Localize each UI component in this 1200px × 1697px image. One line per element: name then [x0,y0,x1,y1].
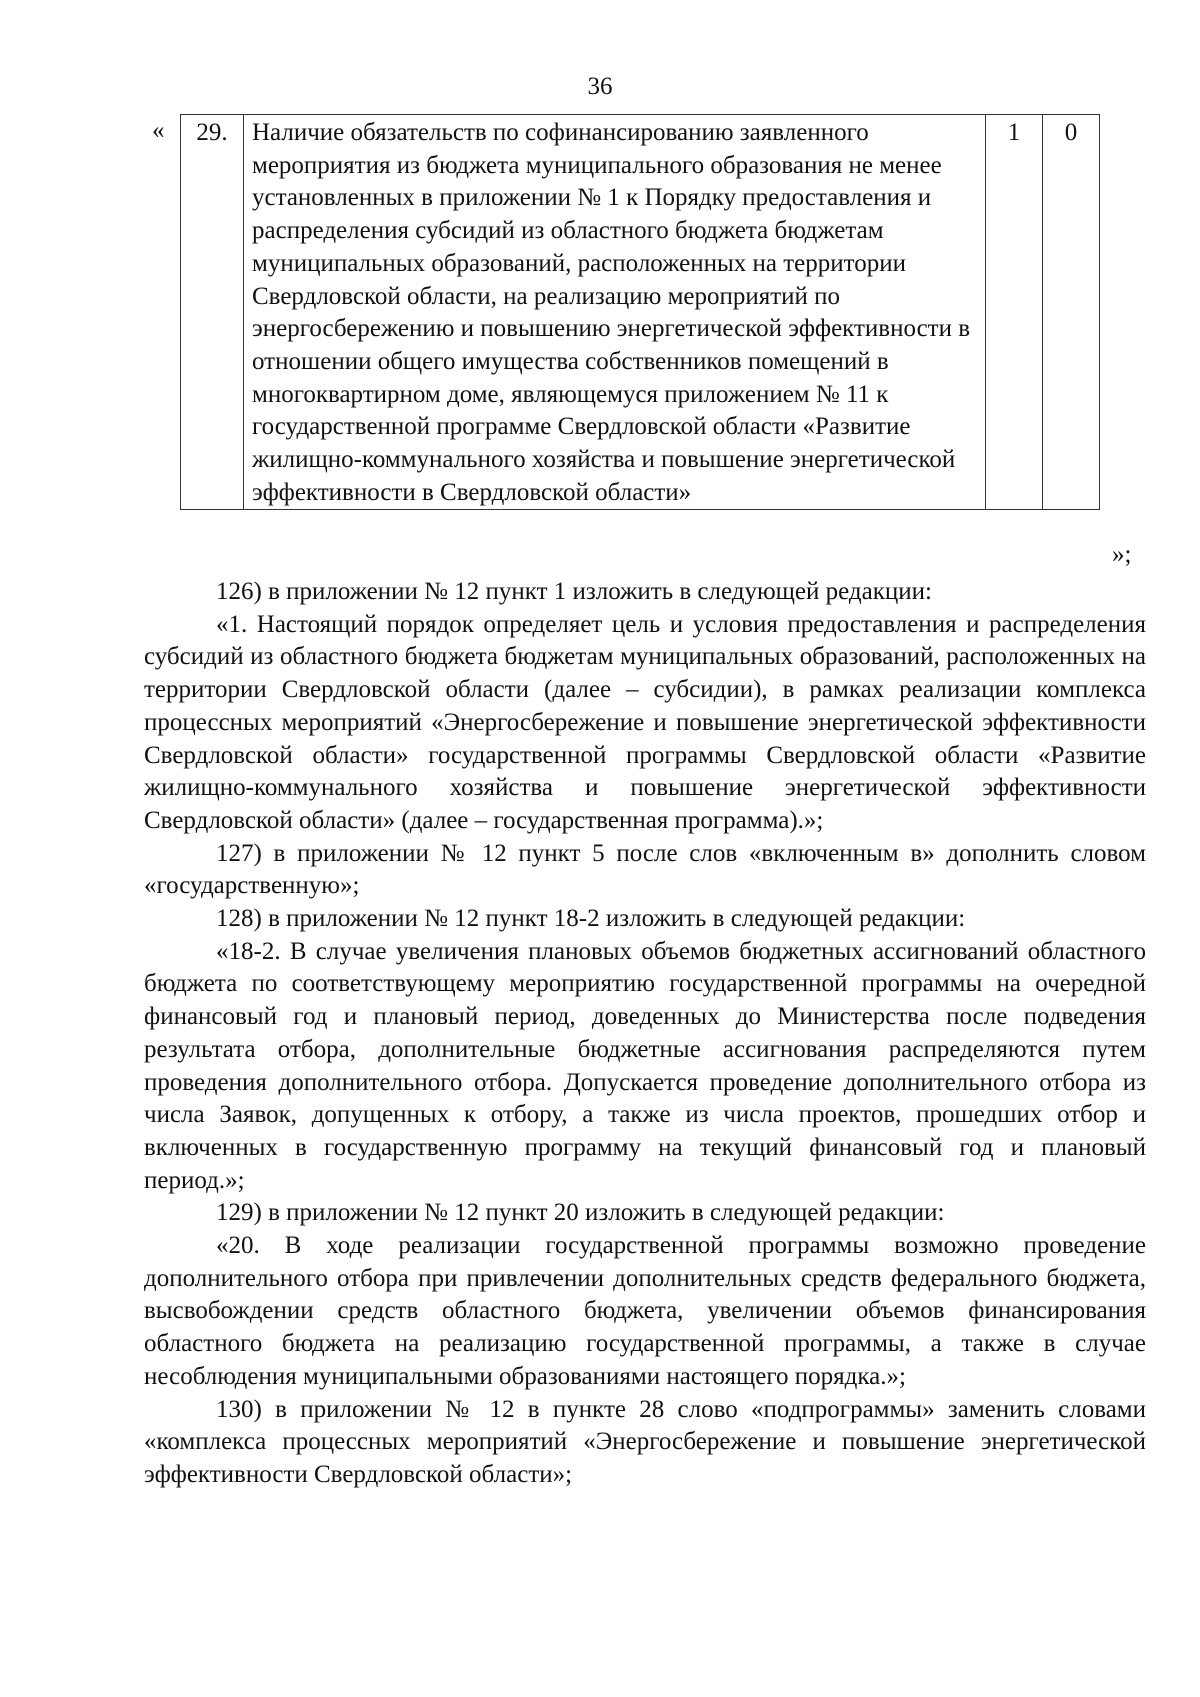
paragraph-126: 126) в приложении № 12 пункт 1 изложить в следующей редакции: [216,578,932,605]
row-value-2: 0 [1043,115,1100,510]
paragraph-126-quote: «1. Настоящий порядок определяет цель и условия предоставления и распределения субсидий из областного бюджета бюджетам муниципальных образований, расположенных на территории Свердловской области (далее – субсидии), в рамках реализации комплекса процессных мероприятий «Энергосбережение и повышение энергетической эффективности Свердловской области» государственной программы Свердловской области «Развитие жилищно-коммунального хозяйства и повышение энергетической эффективности Свердловской области» (далее – государственная программа).»; [144,610,1146,834]
page-number: 36 [587,73,613,100]
paragraph-130: 130) в приложении № 12 в пункте 28 слово «подпрограммы» заменить словами «комплекса процессных мероприятий «Энергосбережение и повышение энергетической эффективности Свердловской области»; [144,1395,1146,1488]
criteria-table [180,114,1100,510]
paragraph-127: 127) в приложении № 12 пункт 5 после слов «включенным в» дополнить словом «государственную»; [144,839,1146,900]
document-body [144,576,1146,1492]
table-row [181,115,1100,510]
table-close-quote: »; [1112,541,1132,568]
paragraph-129: 129) в приложении № 12 пункт 20 изложить в следующей редакции: [216,1199,945,1227]
row-value-1: 1 [986,115,1043,510]
paragraph-128: 128) в приложении № 12 пункт 18-2 изложить в следующей редакции: [216,905,966,933]
table-open-quote: « [152,117,165,144]
paragraph-129-quote: «20. В ходе реализации государственной программы возможно проведение дополнительного отбора при привлечении дополнительных средств федерального бюджета, высвобождении средств областного бюджета, увеличении объемов финансирования областного бюджета на реализацию государственной программы, а также в случае несоблюдения муниципальными образованиями настоящего порядка.»; [144,1232,1146,1390]
row-description: Наличие обязательств по софинансированию заявленного мероприятия из бюджета муниципального образования не менее установленных в приложении № 1 к Порядку предоставления и распределения субсидий из областного бюджета бюджетам муниципальных образований, расположенных на территории Свердловской области, на реализацию мероприятий по энергосбережению и повышению энергетической эффективности в отношении общего имущества собственников помещений в многоквартирном доме, являющемуся приложением № 11 к государственной программе Свердловской области «Развитие жилищно-коммунального хозяйства и повышение энергетической эффективности в Свердловской области» [244,115,986,510]
row-number: 29. [181,115,244,510]
paragraph-128-quote: «18-2. В случае увеличения плановых объемов бюджетных ассигнований областного бюджета по соответствующему мероприятию государственной программы на очередной финансовый год и плановый период, доведенных до Министерства после подведения результата отбора, дополнительные бюджетные ассигнования распределяются путем проведения дополнительного отбора. Допускается проведение дополнительного отбора из числа Заявок, допущенных к отбору, а также из числа проектов, прошедших отбор и включенных в государственную программу на текущий финансовый год и плановый период.»; [144,937,1146,1194]
